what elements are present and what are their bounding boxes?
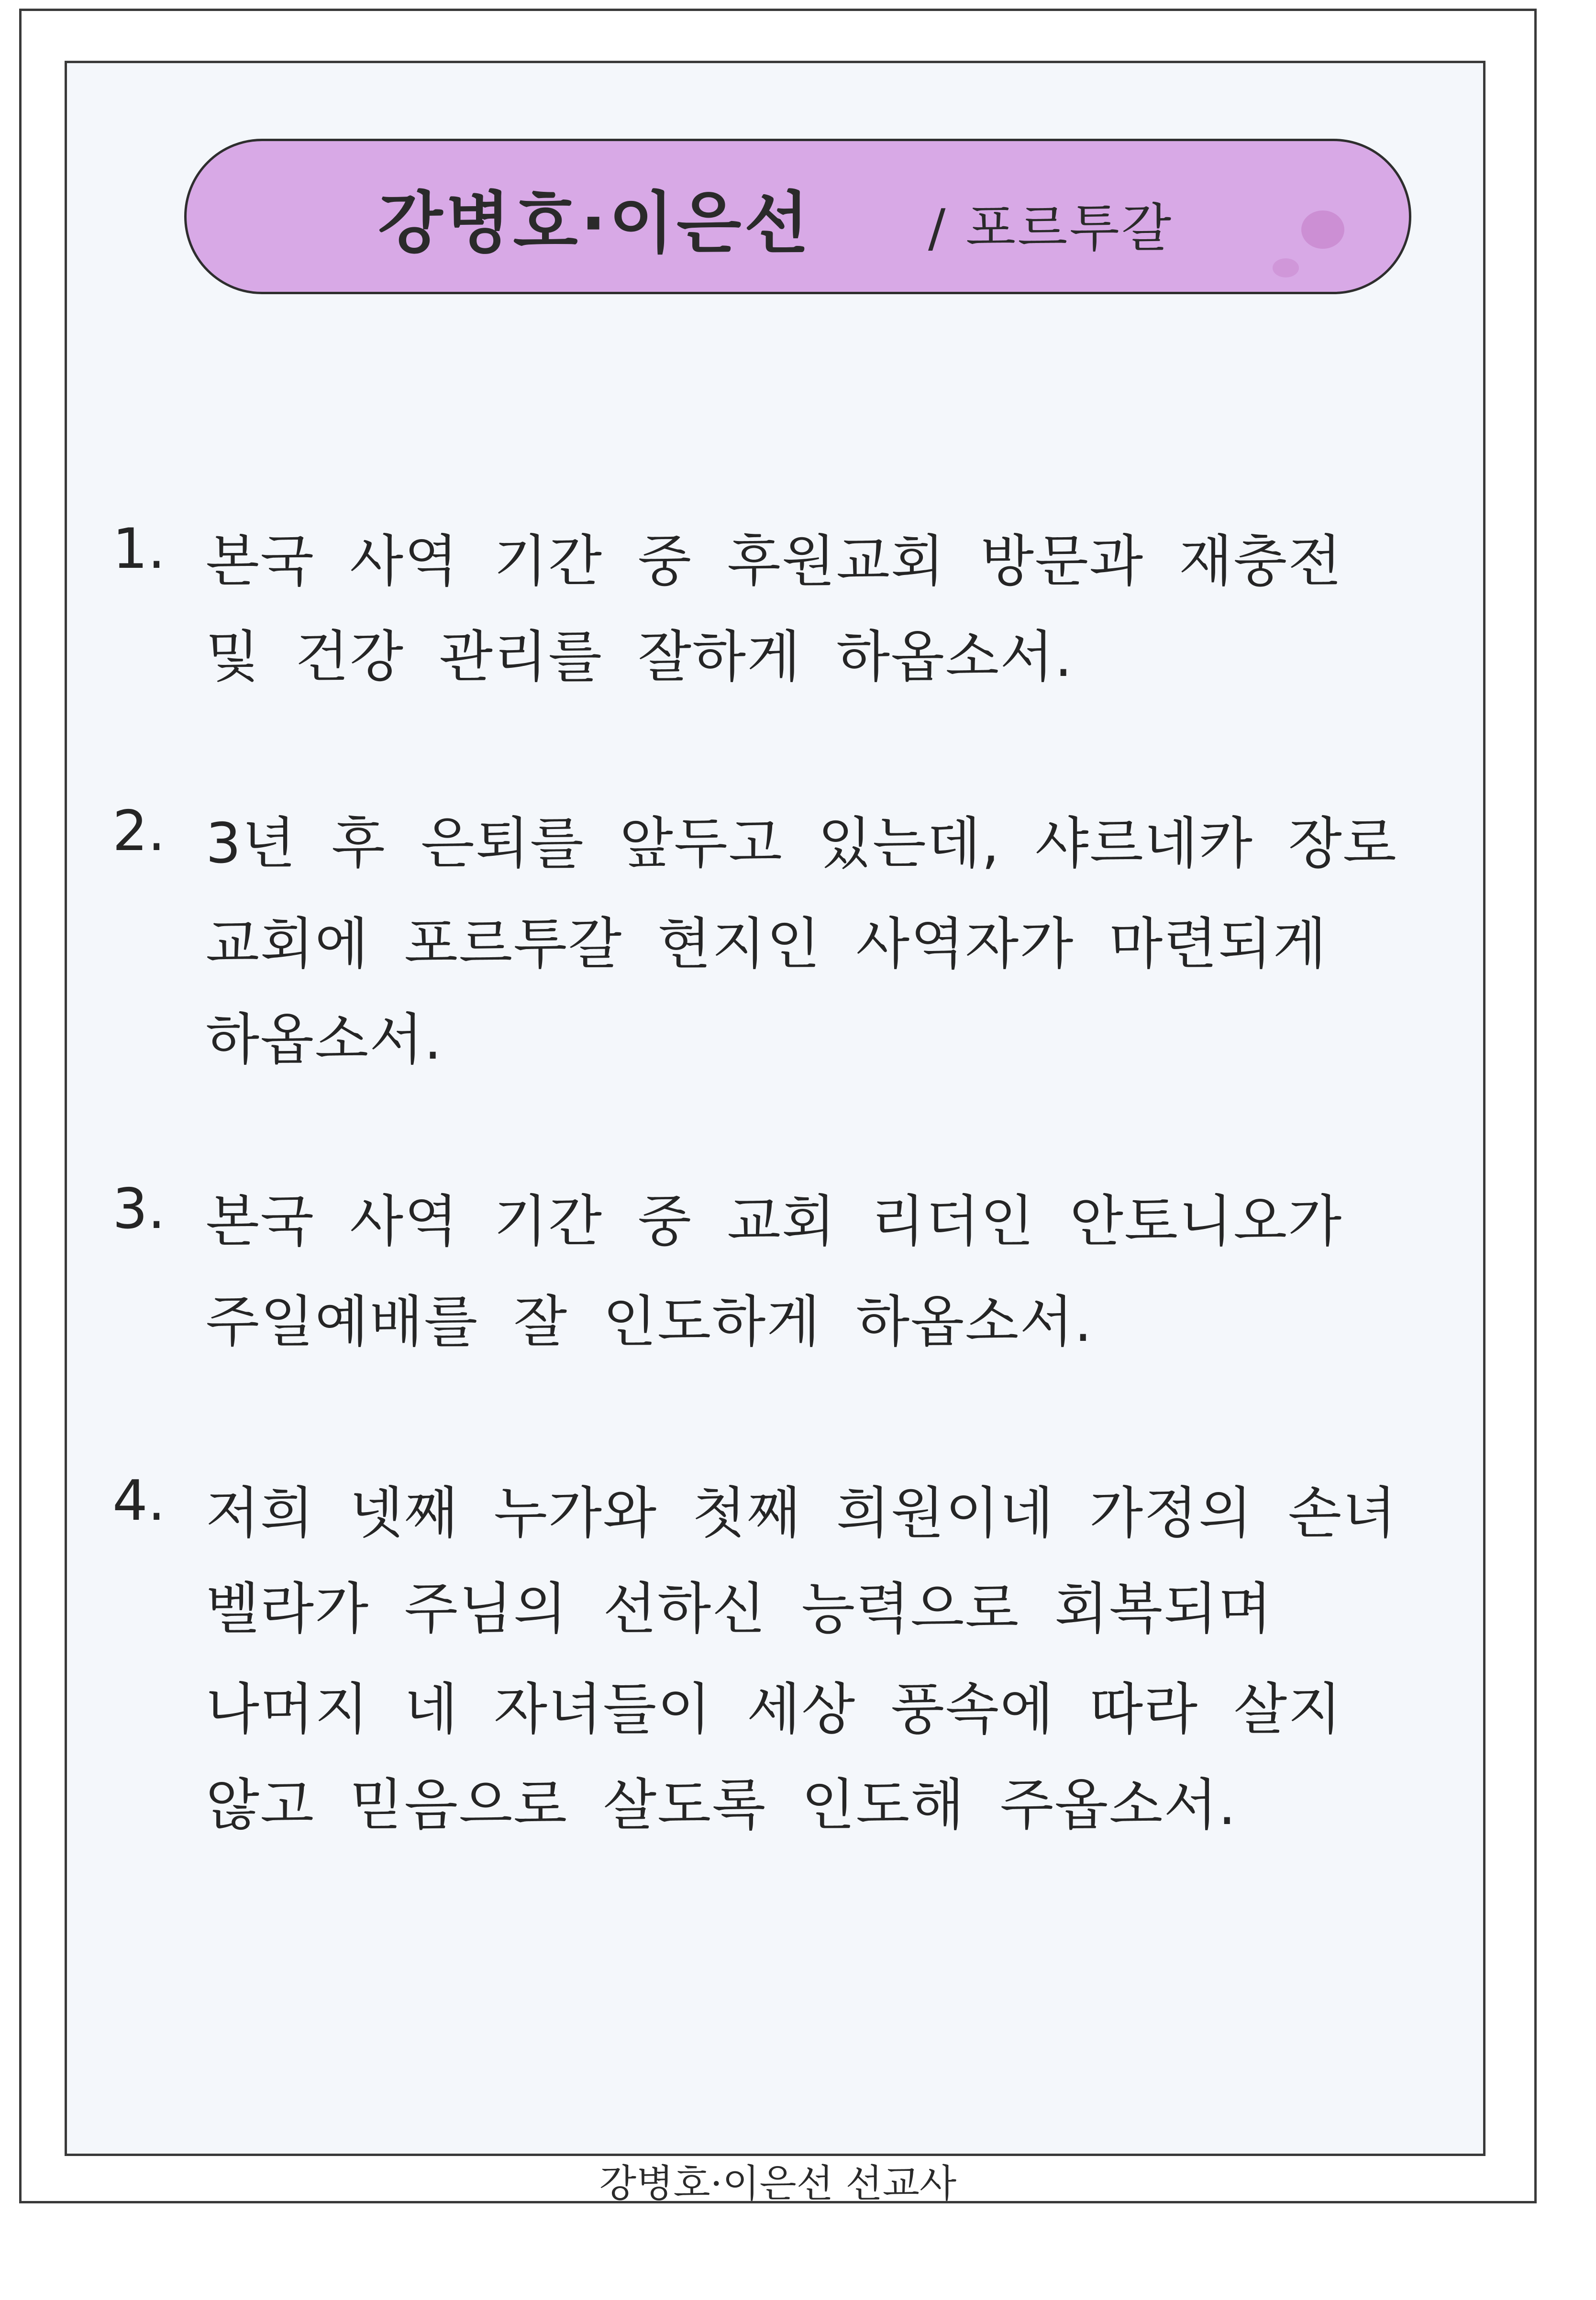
prayer-item-line: 주일예배를 잘 인도하게 하옵소서. (206, 1290, 1093, 1354)
prayer-item-line: 벨라가 주님의 선하신 능력으로 회복되며 (206, 1577, 1273, 1641)
prayer-item-number: 4. (112, 1469, 166, 1533)
prayer-item-line: 나머지 네 자녀들이 세상 풍속에 따라 살지 (206, 1677, 1343, 1742)
prayer-item-number: 3. (112, 1177, 166, 1241)
prayer-item-number: 1. (112, 517, 166, 581)
prayer-item-line: 않고 믿음으로 살도록 인도해 주옵소서. (206, 1773, 1237, 1837)
inner-page-border (65, 61, 1485, 2156)
prayer-item-line: 본국 사역 기간 중 후원교회 방문과 재충전 (206, 529, 1343, 594)
prayer-item-line: 하옵소서. (206, 1007, 443, 1072)
prayer-item-line: 3년 후 은퇴를 앞두고 있는데, 샤르네카 장로 (206, 811, 1397, 876)
prayer-item-line: 저희 넷째 누가와 첫째 희원이네 가정의 손녀 (206, 1481, 1397, 1546)
ink-stain-decoration (1273, 258, 1299, 277)
prayer-item-line: 본국 사역 기간 중 교회 리더인 안토니오가 (206, 1189, 1343, 1254)
mission-country: / 포르투갈 (928, 199, 1174, 258)
missionary-names-title: 강병호·이은선 (378, 185, 812, 263)
ink-stain-decoration (1301, 210, 1344, 249)
prayer-item-number: 2. (112, 799, 166, 863)
prayer-item-line: 교회에 포르투갈 현지인 사역자가 마련되게 (206, 912, 1328, 976)
footer-missionary-caption: 강병호·이은선 선교사 (599, 2161, 957, 2206)
prayer-item-line: 및 건강 관리를 잘하게 하옵소서. (206, 625, 1074, 689)
